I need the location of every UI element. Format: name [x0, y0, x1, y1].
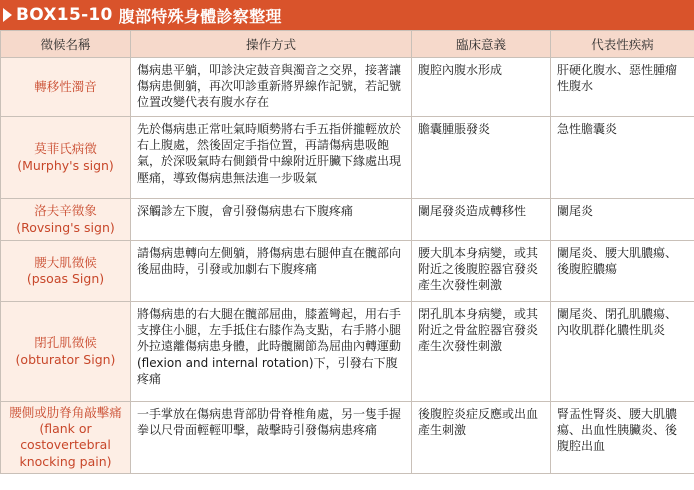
method-cell: 一手掌放在傷病患背部肋骨脊椎角處，另一隻手握拳以尺骨面輕輕叩擊，敲擊時引發傷病患疼痛: [131, 402, 412, 474]
sign-name-cell: [1, 241, 131, 302]
disease-cell: 闌尾炎、腰大肌膿瘍、後腹腔膿瘍: [551, 241, 694, 302]
sign-name-english: (flank or costovertebral knocking pain): [19, 421, 112, 469]
method-cell: 請傷病患轉向左側躺，將傷病患右腿伸直在髖部向後屈曲時，引發或加劇右下腹疼痛: [131, 241, 412, 302]
sign-name-english: (Rovsing's sign): [16, 219, 115, 235]
meaning-cell: 後腹腔炎症反應或出血產生刺激: [412, 402, 551, 474]
sign-name: 腰側或肋脊角敲擊痛: [9, 405, 122, 420]
table-row: [1, 302, 694, 402]
header-disease: 代表性疾病: [551, 31, 694, 58]
sign-name-cell: [1, 58, 131, 117]
box-title: 腹部特殊身體診察整理: [118, 6, 282, 26]
meaning-cell: 膽囊腫脹發炎: [412, 117, 551, 199]
disease-cell: 闌尾炎、閉孔肌膿瘍、內收肌群化膿性肌炎: [551, 302, 694, 402]
method-cell: 傷病患平躺，叩診決定鼓音與濁音之交界，接著讓傷病患側躺，再次叩診重新將界線作記號，若記號位置改變代表有腹水存在: [131, 58, 412, 117]
method-cell: 將傷病患的右大腿在髖部屈曲，膝蓋彎起，用右手支撐住小腿，左手抵住右膝作為支點，右手將小腿外拉遠離傷病患身體，此時髖關節為屈曲內轉運動(flexion and internal rotation)下，引發右下腹疼痛: [131, 302, 412, 402]
sign-name: 轉移性濁音: [34, 78, 97, 94]
header-sign: 徵候名稱: [1, 31, 131, 58]
sign-name: 腰大肌徵候: [34, 254, 97, 270]
table-row: [1, 58, 694, 117]
disease-cell: 肝硬化腹水、惡性腫瘤性腹水: [551, 58, 694, 117]
meaning-cell: 闌尾發炎造成轉移性: [412, 199, 551, 241]
table-row: [1, 241, 694, 302]
meaning-cell: 腰大肌本身病變，或其附近之後腹腔器官發炎產生次發性刺激: [412, 241, 551, 302]
sign-name-english: (Murphy's sign): [17, 157, 114, 173]
method-cell: 深觸診左下腹，會引發傷病患右下腹疼痛: [131, 199, 412, 241]
sign-name-cell: [1, 117, 131, 199]
disease-cell: 急性膽囊炎: [551, 117, 694, 199]
table-row: [1, 199, 694, 241]
header-method: 操作方式: [131, 31, 412, 58]
box-code: BOX15-10: [16, 5, 113, 25]
table-row: [1, 402, 694, 474]
triangle-marker-icon: [3, 8, 12, 22]
sign-name-english: (obturator Sign): [15, 351, 116, 367]
sign-name-cell: [1, 302, 131, 402]
meaning-cell: 腹腔內腹水形成: [412, 58, 551, 117]
signs-table: [0, 30, 694, 474]
sign-name: 閉孔肌徵候: [34, 335, 97, 351]
method-cell: 先於傷病患正常吐氣時順勢將右手五指併攏輕放於右上腹處，然後固定手指位置，再請傷病患吸飽氣，於深吸氣時右側鎖骨中線附近肝臟下緣處出現壓痛，導致傷病患無法進一步吸氣: [131, 117, 412, 199]
header-meaning: 臨床意義: [412, 31, 551, 58]
table-row: [1, 117, 694, 199]
sign-name: 洛夫辛徵象: [34, 203, 97, 219]
disease-cell: 闌尾炎: [551, 199, 694, 241]
sign-name-english: (psoas Sign): [26, 271, 105, 286]
sign-name-cell: [1, 402, 131, 474]
sign-name: 莫菲氏病徵: [34, 141, 97, 157]
meaning-cell: 閉孔肌本身病變，或其附近之骨盆腔器官發炎產生次發性刺激: [412, 302, 551, 402]
header-row: [1, 31, 694, 58]
disease-cell: 腎盂性腎炎、腰大肌膿瘍、出血性胰臟炎、後腹腔出血: [551, 402, 694, 474]
box-title-bar: [0, 0, 694, 30]
sign-name-cell: [1, 199, 131, 241]
